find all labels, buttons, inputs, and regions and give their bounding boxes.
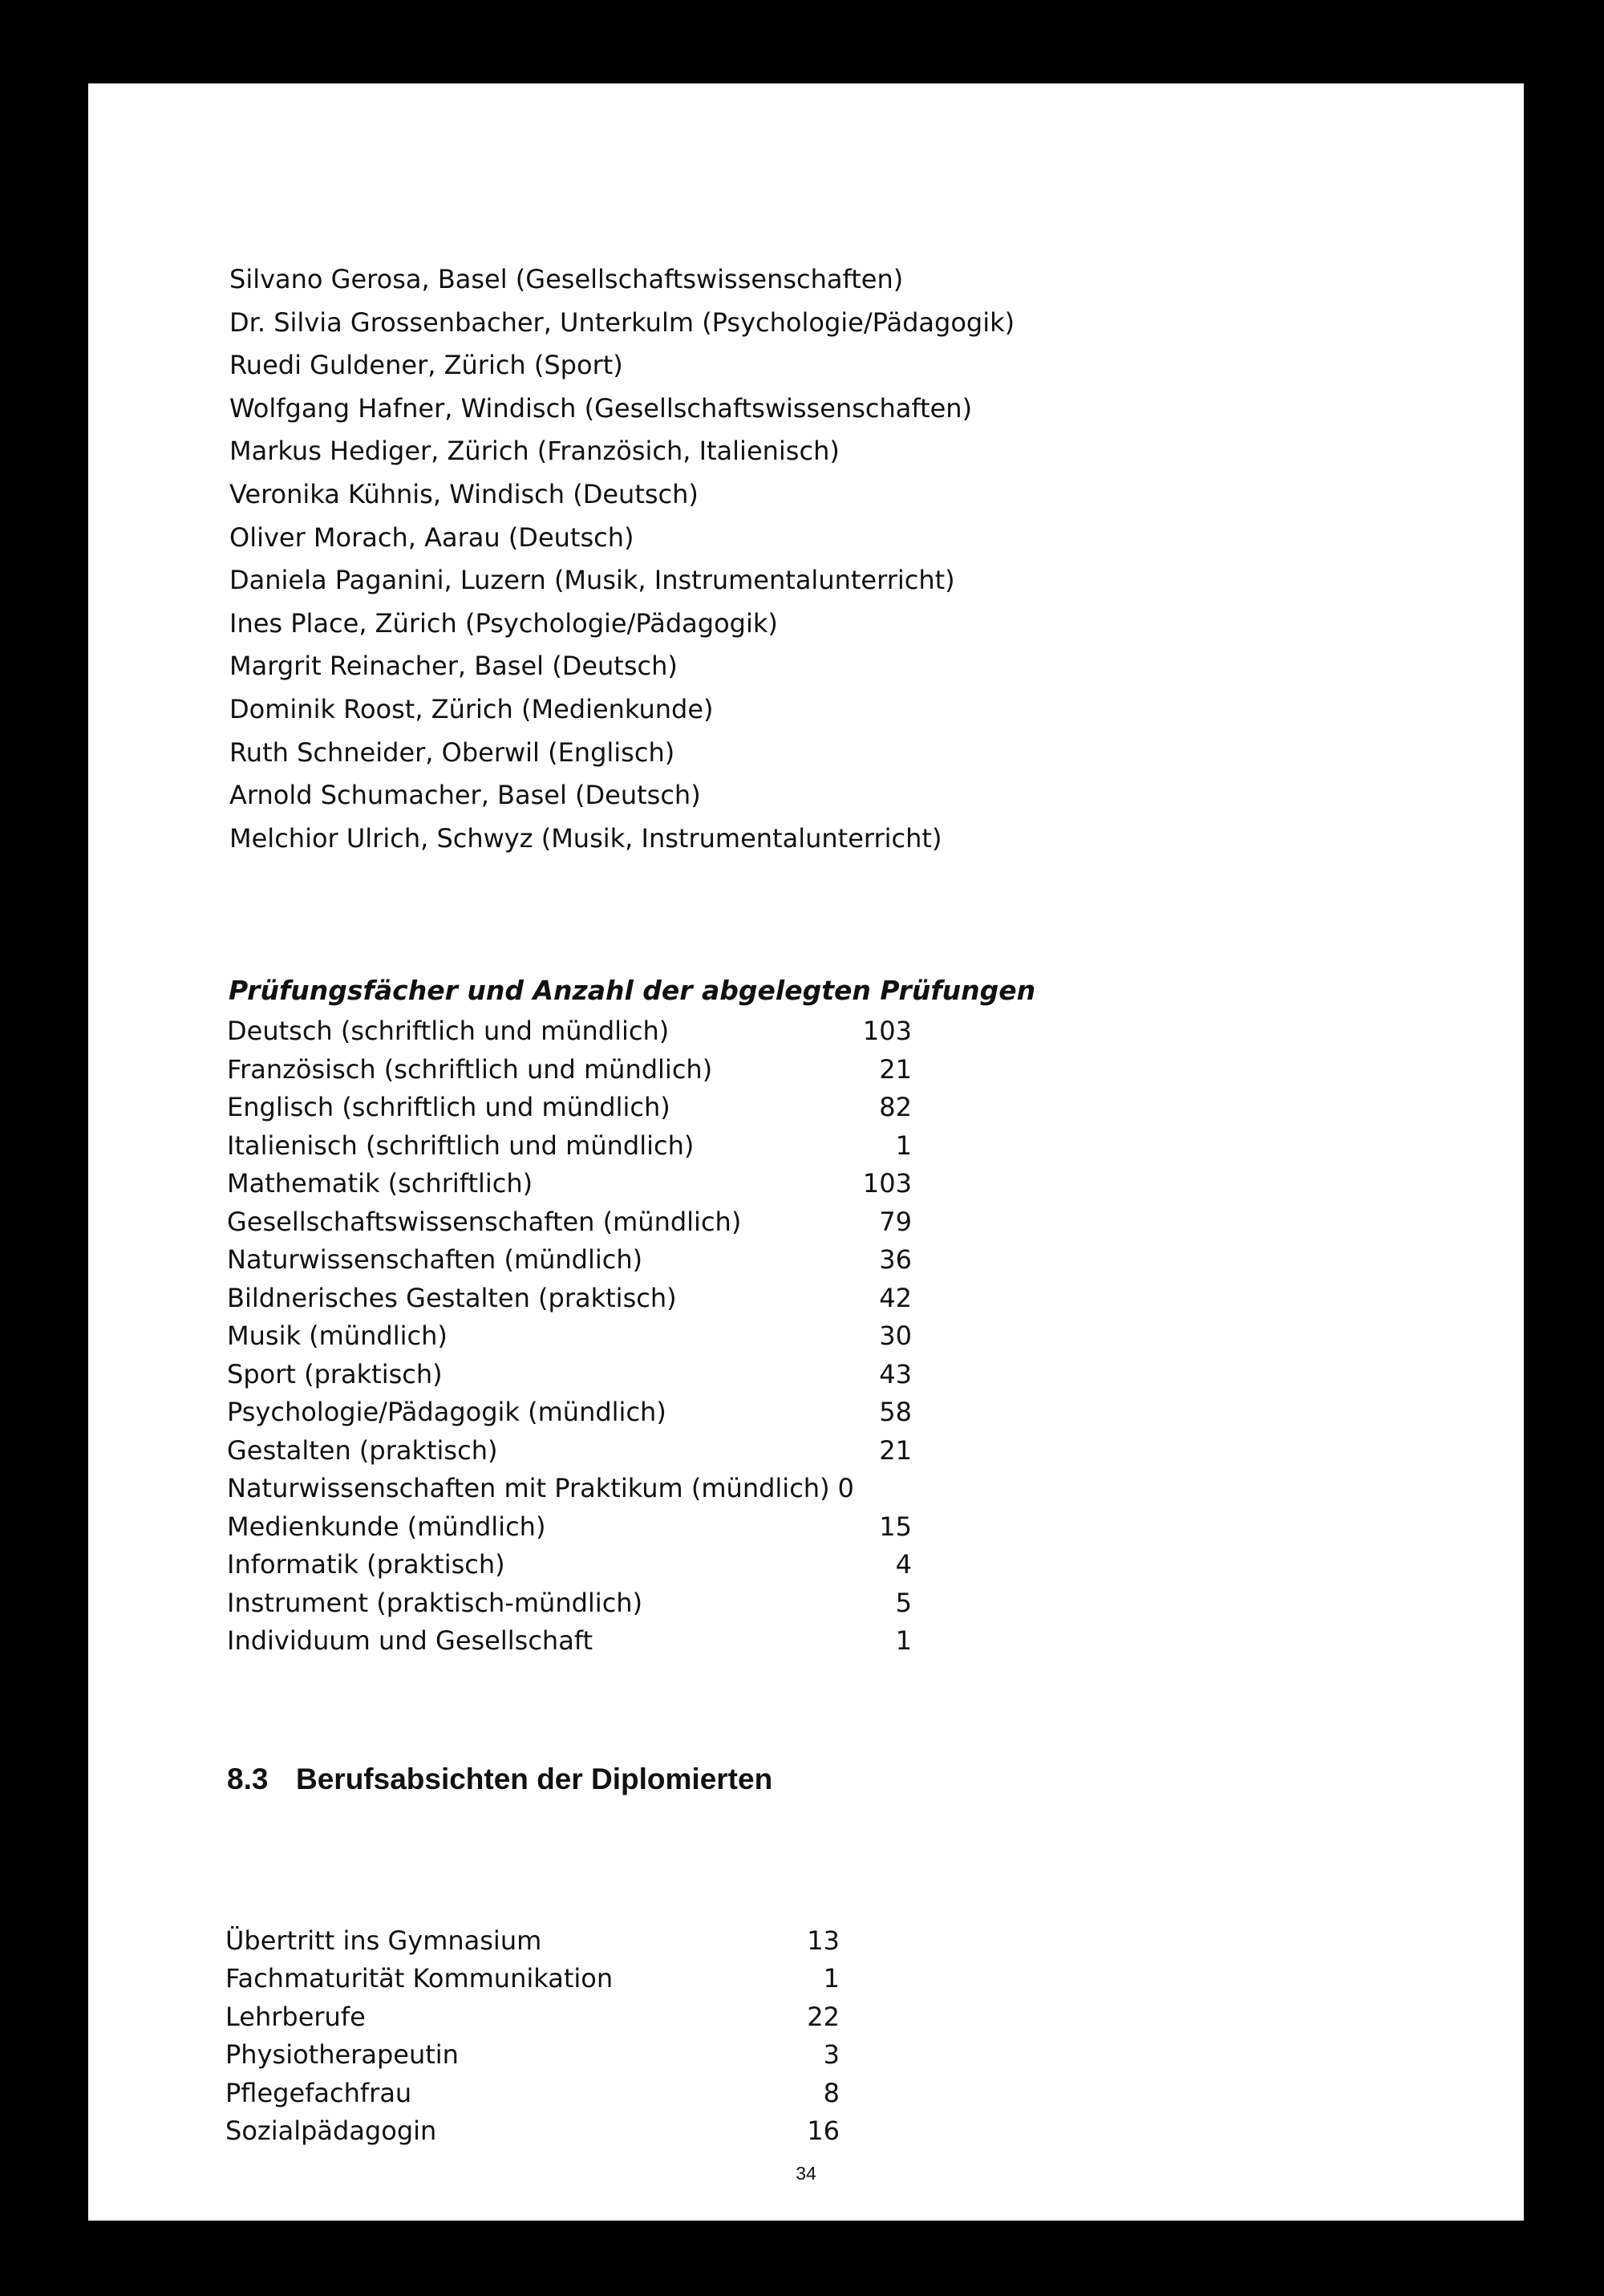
career-row bbox=[225, 2036, 840, 2074]
subject-count: 103 bbox=[862, 1168, 912, 1199]
subject-count: 36 bbox=[879, 1244, 912, 1275]
career-count: 1 bbox=[823, 1963, 840, 1994]
examiner-item: Margrit Reinacher, Basel (Deutsch) bbox=[229, 651, 678, 682]
subject-count: 103 bbox=[862, 1016, 912, 1046]
examiner-item: Oliver Morach, Aarau (Deutsch) bbox=[229, 521, 634, 553]
subject-label: Englisch (schriftlich und mündlich) bbox=[227, 1092, 670, 1122]
subject-label: Psychologie/Pädagogik (mündlich) bbox=[227, 1397, 666, 1427]
subject-count: 21 bbox=[879, 1053, 912, 1085]
examiner-item: Arnold Schumacher, Basel (Deutsch) bbox=[229, 780, 701, 811]
subject-count: 43 bbox=[879, 1358, 912, 1389]
career-row bbox=[225, 2075, 840, 2112]
subject-label: Bildnerisches Gestalten (praktisch) bbox=[227, 1282, 677, 1313]
subject-label: Informatik (praktisch) bbox=[227, 1549, 505, 1580]
subject-count: 42 bbox=[879, 1282, 912, 1313]
subject-count: 79 bbox=[879, 1206, 912, 1237]
subject-count: 15 bbox=[879, 1511, 912, 1542]
examiner-item: Veronika Kühnis, Windisch (Deutsch) bbox=[229, 478, 699, 509]
career-count: 13 bbox=[807, 1925, 840, 1956]
document-page bbox=[88, 83, 1524, 2221]
page-number: 34 bbox=[796, 2163, 816, 2184]
subject-count: 82 bbox=[879, 1092, 912, 1122]
examiner-item: Markus Hediger, Zürich (Französich, Italienisch) bbox=[229, 436, 840, 467]
subject-row bbox=[227, 1508, 912, 1547]
career-label: Lehrberufe bbox=[225, 2001, 366, 2032]
subject-label: Deutsch (schriftlich und mündlich) bbox=[227, 1016, 670, 1046]
subjects-table bbox=[227, 1012, 912, 1661]
subject-label: Individuum und Gesellschaft bbox=[227, 1625, 593, 1656]
subject-label: Italienisch (schriftlich und mündlich) bbox=[227, 1130, 695, 1161]
career-label: Physiotherapeutin bbox=[225, 2039, 459, 2071]
subject-row bbox=[227, 1241, 912, 1280]
career-row bbox=[225, 1960, 840, 1998]
career-row bbox=[225, 1998, 840, 2036]
subject-label: Naturwissenschaften (mündlich) bbox=[227, 1244, 643, 1275]
career-count: 22 bbox=[807, 2001, 840, 2032]
subject-count: 21 bbox=[879, 1434, 912, 1466]
subject-label: Medienkunde (mündlich) bbox=[227, 1511, 546, 1542]
subject-row bbox=[227, 1546, 912, 1584]
examiner-item: Ines Place, Zürich (Psychologie/Pädagogik) bbox=[229, 607, 778, 639]
section-title: Berufsabsichten der Diplomierten bbox=[296, 1763, 773, 1795]
subject-label: Sport (praktisch) bbox=[227, 1358, 443, 1389]
examiner-item: Daniela Paganini, Luzern (Musik, Instrumentalunterricht) bbox=[229, 565, 955, 596]
subject-row bbox=[227, 1470, 912, 1508]
subject-count: 30 bbox=[879, 1320, 912, 1351]
subject-row bbox=[227, 1317, 912, 1356]
subject-row bbox=[227, 1012, 912, 1051]
subject-count: 1 bbox=[895, 1130, 912, 1161]
subject-row bbox=[227, 1089, 912, 1127]
subject-label: Mathematik (schriftlich) bbox=[227, 1168, 533, 1199]
careers-table bbox=[225, 1922, 840, 2150]
subjects-heading: Prüfungsfächer und Anzahl der abgelegten Prüfungen bbox=[229, 975, 1036, 1006]
subject-row bbox=[227, 1165, 912, 1203]
subject-row bbox=[227, 1127, 912, 1166]
subject-row bbox=[227, 1356, 912, 1394]
subject-count: 0 bbox=[837, 1473, 854, 1503]
career-label: Fachmaturität Kommunikation bbox=[225, 1963, 614, 1994]
subject-row bbox=[227, 1280, 912, 1318]
career-count: 16 bbox=[807, 2115, 840, 2146]
subject-label: Gestalten (praktisch) bbox=[227, 1434, 498, 1466]
career-row bbox=[225, 2112, 840, 2150]
examiner-item: Wolfgang Hafner, Windisch (Gesellschaftswissenschaften) bbox=[229, 392, 973, 424]
career-label: Übertritt ins Gymnasium bbox=[225, 1925, 542, 1956]
subject-count: 58 bbox=[879, 1397, 912, 1427]
subject-label: Französisch (schriftlich und mündlich) bbox=[227, 1053, 713, 1085]
subject-row bbox=[227, 1432, 912, 1470]
examiner-item: Ruth Schneider, Oberwil (Englisch) bbox=[229, 736, 675, 768]
career-row bbox=[225, 1922, 840, 1960]
career-label: Pflegefachfrau bbox=[225, 2077, 412, 2108]
career-label: Sozialpädagogin bbox=[225, 2115, 437, 2146]
subject-count: 1 bbox=[895, 1625, 912, 1656]
subject-row bbox=[227, 1393, 912, 1432]
examiner-item: Ruedi Guldener, Zürich (Sport) bbox=[229, 350, 623, 381]
subject-row bbox=[227, 1203, 912, 1242]
career-count: 3 bbox=[823, 2039, 840, 2071]
subject-count: 5 bbox=[895, 1587, 912, 1618]
subject-label: Instrument (praktisch-mündlich) bbox=[227, 1587, 643, 1618]
examiner-item: Dr. Silvia Grossenbacher, Unterkulm (Psychologie/Pädagogik) bbox=[229, 306, 1015, 338]
subject-count: 4 bbox=[895, 1549, 912, 1580]
subject-label: Musik (mündlich) bbox=[227, 1320, 448, 1351]
subject-label: Naturwissenschaften mit Praktikum (mündlich) bbox=[227, 1473, 830, 1503]
examiner-item: Melchior Ulrich, Schwyz (Musik, Instrumentalunterricht) bbox=[229, 822, 942, 854]
subject-row bbox=[227, 1622, 912, 1661]
examiner-item: Dominik Roost, Zürich (Medienkunde) bbox=[229, 693, 714, 724]
subject-row bbox=[227, 1584, 912, 1623]
section-number: 8.3 bbox=[227, 1763, 269, 1795]
examiner-list bbox=[229, 258, 1015, 860]
examiner-item: Silvano Gerosa, Basel (Gesellschaftswissenschaften) bbox=[229, 264, 904, 294]
subject-label: Gesellschaftswissenschaften (mündlich) bbox=[227, 1206, 742, 1237]
section-heading bbox=[227, 1763, 772, 1796]
subject-row bbox=[227, 1051, 912, 1089]
career-count: 8 bbox=[823, 2077, 840, 2108]
